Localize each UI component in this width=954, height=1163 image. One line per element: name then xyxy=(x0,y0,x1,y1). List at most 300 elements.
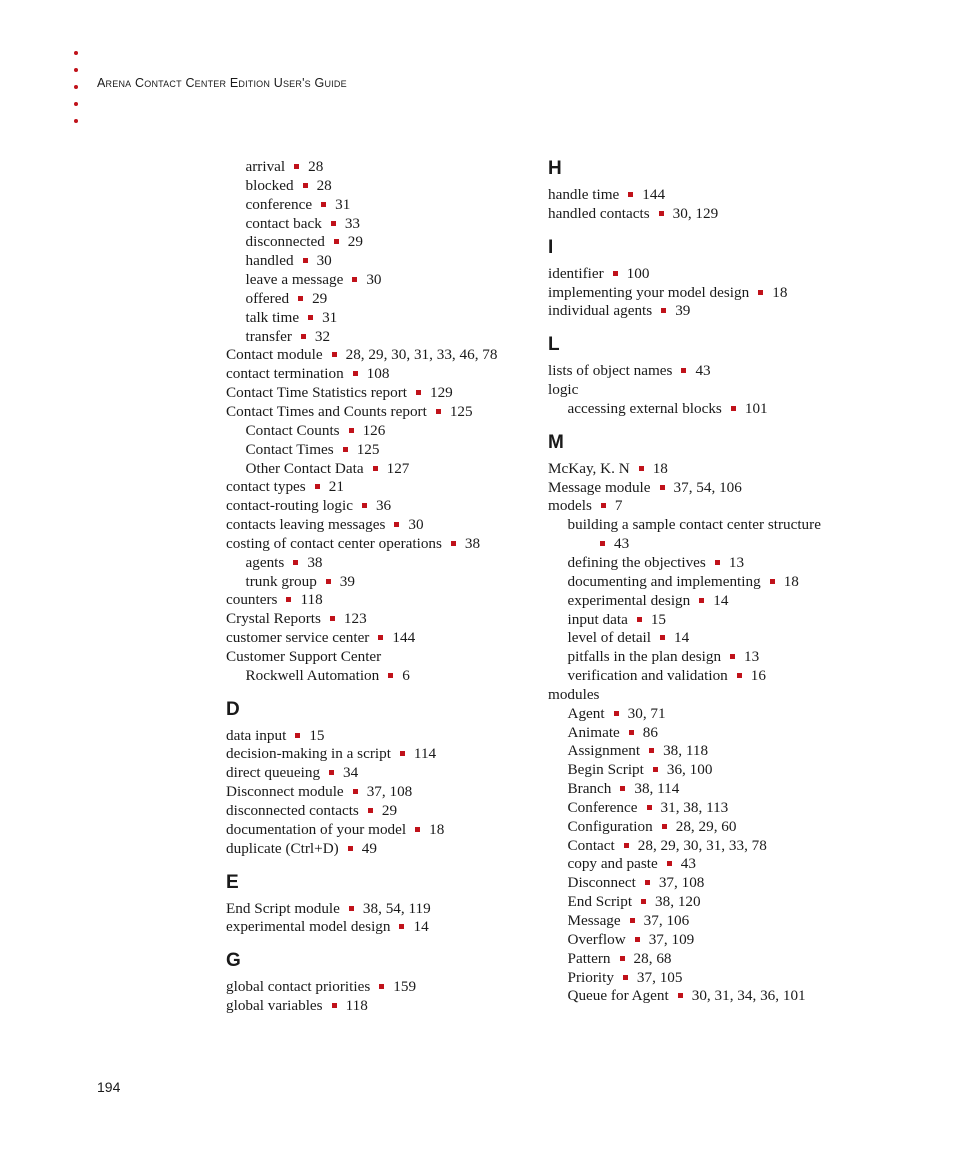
index-term: End Script module xyxy=(226,899,340,917)
index-entry xyxy=(548,460,858,479)
page-separator-bullet xyxy=(394,522,399,527)
index-page-refs[interactable]: 108 xyxy=(366,365,390,383)
index-entry xyxy=(226,478,526,497)
index-term: duplicate (Ctrl+D) xyxy=(226,839,339,857)
index-page-refs[interactable]: 125 xyxy=(449,402,473,420)
page-separator-bullet xyxy=(661,308,666,313)
index-entry xyxy=(548,186,858,205)
index-term: input data xyxy=(567,610,628,628)
index-section-letter: I xyxy=(548,236,554,258)
page-separator-bullet xyxy=(699,598,704,603)
index-subentry xyxy=(226,422,526,441)
index-term: decision-making in a script xyxy=(226,745,391,763)
index-subentry xyxy=(548,893,858,912)
index-page-refs[interactable]: 31 xyxy=(335,195,351,213)
index-term: Pattern xyxy=(567,949,611,967)
page-separator-bullet xyxy=(678,993,683,998)
index-page-refs[interactable]: 38 xyxy=(307,553,323,571)
index-page-refs[interactable]: 29 xyxy=(312,289,328,307)
page-separator-bullet xyxy=(614,711,619,716)
page-separator-bullet xyxy=(613,271,618,276)
index-term: direct queueing xyxy=(226,764,321,782)
index-entry xyxy=(548,302,858,321)
index-page-refs[interactable]: 129 xyxy=(429,384,453,402)
page-separator-bullet xyxy=(758,290,763,295)
index-term: Other Contact Data xyxy=(245,459,364,477)
index-entry xyxy=(226,783,526,802)
index-page-refs[interactable]: 38 xyxy=(464,534,481,552)
index-section-letter: G xyxy=(226,950,241,972)
page-separator-bullet xyxy=(660,635,665,640)
index-term: leave a message xyxy=(245,271,344,289)
index-subentry xyxy=(548,516,858,535)
index-entry xyxy=(226,346,526,365)
index-subentry xyxy=(548,667,858,686)
index-subentry xyxy=(226,215,526,234)
page-separator-bullet xyxy=(620,956,625,961)
page-separator-bullet xyxy=(623,975,628,980)
index-term: identifier xyxy=(548,264,604,282)
index-term: individual agents xyxy=(548,302,653,320)
index-page-refs[interactable]: 30, 129 xyxy=(672,204,719,222)
index-term: Branch xyxy=(567,780,612,798)
index-page-refs[interactable]: 37, 108 xyxy=(366,783,413,801)
index-entry xyxy=(548,497,858,516)
page-separator-bullet xyxy=(628,192,633,197)
index-entry xyxy=(226,403,526,422)
page-separator-bullet xyxy=(352,277,357,282)
index-term: logic xyxy=(548,381,579,399)
page-separator-bullet xyxy=(330,616,335,621)
index-page-refs[interactable]: 49 xyxy=(361,839,377,857)
page-separator-bullet xyxy=(388,673,393,678)
page-separator-bullet xyxy=(436,409,441,414)
index-term: copy and paste xyxy=(567,855,658,873)
index-subentry xyxy=(548,648,858,667)
index-entry xyxy=(226,997,526,1016)
index-subentry xyxy=(226,460,526,479)
page-separator-bullet xyxy=(620,786,625,791)
index-page-refs[interactable]: 38, 54, 119 xyxy=(362,899,431,917)
index-term: Priority xyxy=(567,968,614,986)
index-subentry xyxy=(226,554,526,573)
index-entry xyxy=(226,516,526,535)
index-section-letter: M xyxy=(548,431,564,453)
index-term: Disconnect xyxy=(567,874,636,892)
index-page-refs[interactable]: 118 xyxy=(345,997,368,1015)
index-page-refs[interactable]: 125 xyxy=(356,440,380,458)
index-page-refs[interactable]: 38, 120 xyxy=(655,893,701,911)
index-page-refs[interactable]: 30 xyxy=(366,271,382,289)
page-separator-bullet xyxy=(637,617,642,622)
index-term: arrival xyxy=(245,158,286,175)
index-subentry xyxy=(548,742,858,761)
index-page-refs[interactable]: 126 xyxy=(362,421,386,439)
index-page-refs[interactable]: 30, 31, 34, 36, 101 xyxy=(691,987,806,1005)
index-term: lists of object names xyxy=(548,362,673,380)
index-page-refs[interactable]: 15 xyxy=(309,726,325,744)
index-term: documentation of your model xyxy=(226,820,407,838)
index-entry xyxy=(226,918,526,937)
page-separator-bullet xyxy=(362,503,367,508)
index-page-refs[interactable]: 30 xyxy=(408,516,424,534)
index-subentry xyxy=(226,290,526,309)
index-entry xyxy=(548,284,858,303)
index-entry xyxy=(226,384,526,403)
index-entry xyxy=(226,648,526,667)
index-page-refs[interactable]: 34 xyxy=(343,764,359,782)
index-term: Overflow xyxy=(567,930,626,948)
index-page-refs[interactable]: 100 xyxy=(626,264,650,282)
index-term: Animate xyxy=(567,723,620,741)
index-page-refs[interactable]: 144 xyxy=(642,186,666,203)
index-page-refs[interactable]: 38, 114 xyxy=(634,780,680,798)
index-subentry xyxy=(226,271,526,290)
index-subentry xyxy=(226,667,526,686)
page-separator-bullet xyxy=(399,924,404,929)
index-term: handled contacts xyxy=(548,204,650,222)
index-page-refs[interactable]: 28, 29, 60 xyxy=(675,817,737,835)
index-page-refs[interactable]: 7 xyxy=(614,497,623,515)
index-entry xyxy=(226,821,526,840)
index-term: customer service center xyxy=(226,629,370,647)
index-term: handle time xyxy=(548,186,620,203)
page-separator-bullet xyxy=(332,352,337,357)
index-term: contact-routing logic xyxy=(226,497,353,515)
page-separator-bullet xyxy=(295,733,300,738)
index-entry xyxy=(226,745,526,764)
index-term: blocked xyxy=(245,176,294,194)
index-term: Configuration xyxy=(567,817,653,835)
index-entry xyxy=(226,535,526,554)
page-separator-bullet xyxy=(630,918,635,923)
page-separator-bullet xyxy=(378,635,383,640)
index-entry xyxy=(226,764,526,783)
page-separator-bullet xyxy=(649,748,654,753)
index-subentry xyxy=(548,987,858,1006)
index-entry xyxy=(548,265,858,284)
index-term: global variables xyxy=(226,997,323,1015)
index-subentry xyxy=(226,158,526,177)
page-separator-bullet xyxy=(301,334,306,339)
page-number: 194 xyxy=(97,1079,121,1095)
index-subentry xyxy=(548,573,858,592)
index-page-refs[interactable]: 37, 109 xyxy=(648,930,695,948)
index-term: defining the objectives xyxy=(567,553,706,571)
index-page-refs[interactable]: 86 xyxy=(642,723,658,741)
index-entry xyxy=(548,479,858,498)
index-page-refs[interactable]: 43 xyxy=(614,535,630,553)
index-term: talk time xyxy=(245,308,300,326)
index-term: McKay, K. N xyxy=(548,459,630,477)
page-separator-bullet xyxy=(373,466,378,471)
index-term: counters xyxy=(226,591,278,609)
page-separator-bullet xyxy=(635,937,640,942)
index-term: Conference xyxy=(567,798,638,816)
page-separator-bullet xyxy=(731,406,736,411)
page-separator-bullet xyxy=(662,824,667,829)
index-subentry xyxy=(226,233,526,252)
index-subentry xyxy=(226,441,526,460)
page-separator-bullet xyxy=(416,390,421,395)
index-page-refs[interactable]: 15 xyxy=(650,610,666,628)
page-separator-bullet xyxy=(737,673,742,678)
index-subentry xyxy=(548,969,858,988)
page-separator-bullet xyxy=(641,899,646,904)
margin-bullet-dot xyxy=(74,119,78,123)
page-separator-bullet xyxy=(368,808,373,813)
page-separator-bullet xyxy=(353,789,358,794)
page-separator-bullet xyxy=(629,730,634,735)
index-entry xyxy=(226,978,526,997)
index-subentry xyxy=(548,855,858,874)
index-page-refs[interactable]: 18 xyxy=(652,459,668,477)
index-page-refs[interactable]: 13 xyxy=(728,553,745,571)
index-entry xyxy=(226,629,526,648)
index-subentry xyxy=(548,724,858,743)
index-term: contacts leaving messages xyxy=(226,516,386,534)
index-subentry xyxy=(548,535,858,554)
index-page-refs[interactable]: 14 xyxy=(413,918,429,936)
index-subentry xyxy=(548,592,858,611)
index-term: accessing external blocks xyxy=(567,399,722,417)
index-term: agents xyxy=(245,553,285,571)
index-subentry xyxy=(548,931,858,950)
index-page-refs[interactable]: 28, 68 xyxy=(633,949,672,967)
margin-bullet-dot xyxy=(74,102,78,106)
index-term: Contact Counts xyxy=(245,421,340,439)
index-term: data input xyxy=(226,726,287,744)
index-page-refs[interactable]: 43 xyxy=(680,855,696,873)
page-separator-bullet xyxy=(451,541,456,546)
index-entry xyxy=(548,686,858,705)
index-page-refs[interactable]: 18 xyxy=(429,820,445,838)
page-separator-bullet xyxy=(353,371,358,376)
index-term: transfer xyxy=(245,327,292,345)
index-page-refs[interactable]: 31 xyxy=(322,308,338,326)
index-page-refs[interactable]: 28, 29, 30, 31, 33, 46, 78 xyxy=(345,346,498,364)
page-separator-bullet xyxy=(730,654,735,659)
page-separator-bullet xyxy=(348,846,353,851)
page-separator-bullet xyxy=(624,843,629,848)
index-page-refs[interactable]: 33 xyxy=(344,214,361,232)
index-term: Disconnect module xyxy=(226,783,344,801)
page-separator-bullet xyxy=(415,827,420,832)
index-subentry xyxy=(226,252,526,271)
index-column-left xyxy=(226,158,526,1016)
page-separator-bullet xyxy=(349,906,354,911)
page-separator-bullet xyxy=(379,984,384,989)
index-entry xyxy=(226,840,526,859)
page-separator-bullet xyxy=(647,805,652,810)
page-separator-bullet xyxy=(308,315,313,320)
index-entry xyxy=(226,727,526,746)
index-entry xyxy=(548,381,858,400)
page-separator-bullet xyxy=(298,296,303,301)
index-entry xyxy=(226,900,526,919)
page-separator-bullet xyxy=(659,211,664,216)
index-entry xyxy=(226,497,526,516)
index-page-refs[interactable]: 30, 71 xyxy=(627,704,666,722)
index-page-refs[interactable]: 29 xyxy=(381,802,398,819)
index-term: conference xyxy=(245,195,313,213)
index-term: implementing your model design xyxy=(548,283,750,301)
page-separator-bullet xyxy=(639,466,644,471)
margin-bullet-dot xyxy=(74,68,78,72)
page-separator-bullet xyxy=(343,447,348,452)
index-page-refs[interactable]: 30 xyxy=(316,252,332,270)
index-page-refs[interactable]: 37, 108 xyxy=(658,874,705,892)
page-separator-bullet xyxy=(321,202,326,207)
index-page-refs[interactable]: 14 xyxy=(674,629,690,647)
index-page-refs[interactable]: 144 xyxy=(392,629,416,647)
index-term: global contact priorities xyxy=(226,978,371,996)
index-subentry xyxy=(548,761,858,780)
index-subentry xyxy=(548,400,858,419)
index-page-refs[interactable]: 14 xyxy=(713,591,729,609)
index-page-refs[interactable]: 39 xyxy=(675,302,691,320)
index-term: Message xyxy=(567,912,621,929)
index-page-refs[interactable]: 114 xyxy=(413,745,437,763)
index-term: costing of contact center operations xyxy=(226,534,442,552)
index-term: contact back xyxy=(245,214,322,232)
index-subentry xyxy=(548,950,858,969)
index-column-right xyxy=(548,158,858,1006)
index-section-letter: D xyxy=(226,698,240,720)
index-subentry xyxy=(226,196,526,215)
index-subentry xyxy=(548,554,858,573)
page-separator-bullet xyxy=(770,579,775,584)
index-term: disconnected contacts xyxy=(226,802,359,819)
index-section-letter: H xyxy=(548,158,562,179)
index-subentry xyxy=(548,837,858,856)
index-subentry xyxy=(548,629,858,648)
index-subentry xyxy=(226,328,526,347)
index-page-refs[interactable]: 18 xyxy=(772,283,788,301)
index-entry xyxy=(226,610,526,629)
index-page-refs[interactable]: 118 xyxy=(300,591,323,609)
index-subentry xyxy=(226,309,526,328)
index-term: Begin Script xyxy=(567,761,644,779)
index-term: level of detail xyxy=(567,629,651,647)
index-page-refs[interactable]: 36 xyxy=(375,497,392,515)
index-term: End Script xyxy=(567,893,633,911)
page-separator-bullet xyxy=(681,368,686,373)
index-subentry xyxy=(226,573,526,592)
index-subentry xyxy=(548,912,858,931)
index-section-letter: L xyxy=(548,334,560,356)
page-separator-bullet xyxy=(667,861,672,866)
index-term: experimental design xyxy=(567,591,691,609)
index-term: Contact xyxy=(567,836,615,854)
index-page-refs[interactable]: 18 xyxy=(783,572,799,590)
index-page-refs[interactable]: 6 xyxy=(402,666,410,684)
index-term: contact types xyxy=(226,478,306,496)
index-term: Message module xyxy=(548,478,651,496)
index-page-refs[interactable]: 21 xyxy=(328,478,344,496)
page-separator-bullet xyxy=(334,239,339,244)
index-term: contact termination xyxy=(226,365,344,383)
page-separator-bullet xyxy=(349,428,354,433)
index-entry xyxy=(548,362,858,381)
index-page-refs[interactable]: 43 xyxy=(695,362,711,380)
page-separator-bullet xyxy=(600,541,605,546)
index-term: Crystal Reports xyxy=(226,610,321,628)
index-term: offered xyxy=(245,289,290,307)
margin-bullet-dot xyxy=(74,85,78,89)
index-term: Agent xyxy=(567,704,605,722)
index-term: verification and validation xyxy=(567,667,728,685)
index-page-refs[interactable]: 28, 29, 30, 31, 33, 78 xyxy=(637,836,767,854)
page-separator-bullet xyxy=(653,767,658,772)
index-entry xyxy=(226,591,526,610)
index-term: experimental model design xyxy=(226,918,391,936)
index-subentry xyxy=(548,818,858,837)
index-section-letter: E xyxy=(226,871,239,893)
index-term: disconnected xyxy=(245,233,325,251)
index-term: Assignment xyxy=(567,742,641,760)
page-separator-bullet xyxy=(286,597,291,602)
page-separator-bullet xyxy=(329,770,334,775)
index-term: Contact Times xyxy=(245,440,334,458)
index-page-refs[interactable]: 159 xyxy=(393,978,417,996)
index-page-refs[interactable]: 13 xyxy=(744,648,760,666)
index-term: Contact Times and Counts report xyxy=(226,402,427,420)
index-term: handled xyxy=(245,252,294,270)
index-entry xyxy=(226,802,526,821)
page-separator-bullet xyxy=(332,1003,337,1008)
index-page-refs[interactable]: 28 xyxy=(316,176,332,194)
page-separator-bullet xyxy=(326,579,331,584)
index-page-refs[interactable]: 32 xyxy=(314,327,331,345)
index-subentry xyxy=(548,780,858,799)
index-page-refs[interactable]: 37, 54, 106 xyxy=(673,478,742,496)
index-term: Rockwell Automation xyxy=(245,666,380,684)
index-page-refs[interactable]: 31, 38, 113 xyxy=(660,798,729,816)
index-page-refs[interactable]: 38, 118 xyxy=(663,742,709,760)
page-separator-bullet xyxy=(645,880,650,885)
index-page-refs[interactable]: 39 xyxy=(339,572,355,590)
index-page-refs[interactable]: 29 xyxy=(347,233,363,251)
page-separator-bullet xyxy=(303,183,308,188)
running-header: Arena Contact Center Edition User's Guide xyxy=(97,76,347,90)
index-subentry xyxy=(548,799,858,818)
index-page-refs[interactable]: 36, 100 xyxy=(666,761,713,779)
page-separator-bullet xyxy=(601,503,606,508)
index-term: Customer Support Center xyxy=(226,647,382,665)
index-term: Queue for Agent xyxy=(567,987,669,1005)
index-page-refs[interactable]: 127 xyxy=(386,459,410,477)
index-term: Contact module xyxy=(226,346,323,364)
index-subentry xyxy=(548,705,858,724)
index-page-refs[interactable]: 16 xyxy=(750,667,766,685)
index-term: Contact Time Statistics report xyxy=(226,384,407,402)
index-page-refs[interactable]: 101 xyxy=(744,399,768,417)
index-page-refs[interactable]: 28 xyxy=(308,158,324,175)
index-entry xyxy=(226,365,526,384)
index-page-refs[interactable]: 123 xyxy=(343,610,367,628)
index-term: trunk group xyxy=(245,572,317,590)
margin-bullet-dot xyxy=(74,51,78,55)
index-page-refs[interactable]: 37, 105 xyxy=(636,968,683,986)
index-term: modules xyxy=(548,685,600,703)
index-page-refs[interactable]: 37, 106 xyxy=(643,912,690,929)
index-term: building a sample contact center structure xyxy=(567,516,821,534)
page-separator-bullet xyxy=(660,485,665,490)
index-subentry xyxy=(226,177,526,196)
index-subentry xyxy=(548,611,858,630)
page-separator-bullet xyxy=(400,751,405,756)
